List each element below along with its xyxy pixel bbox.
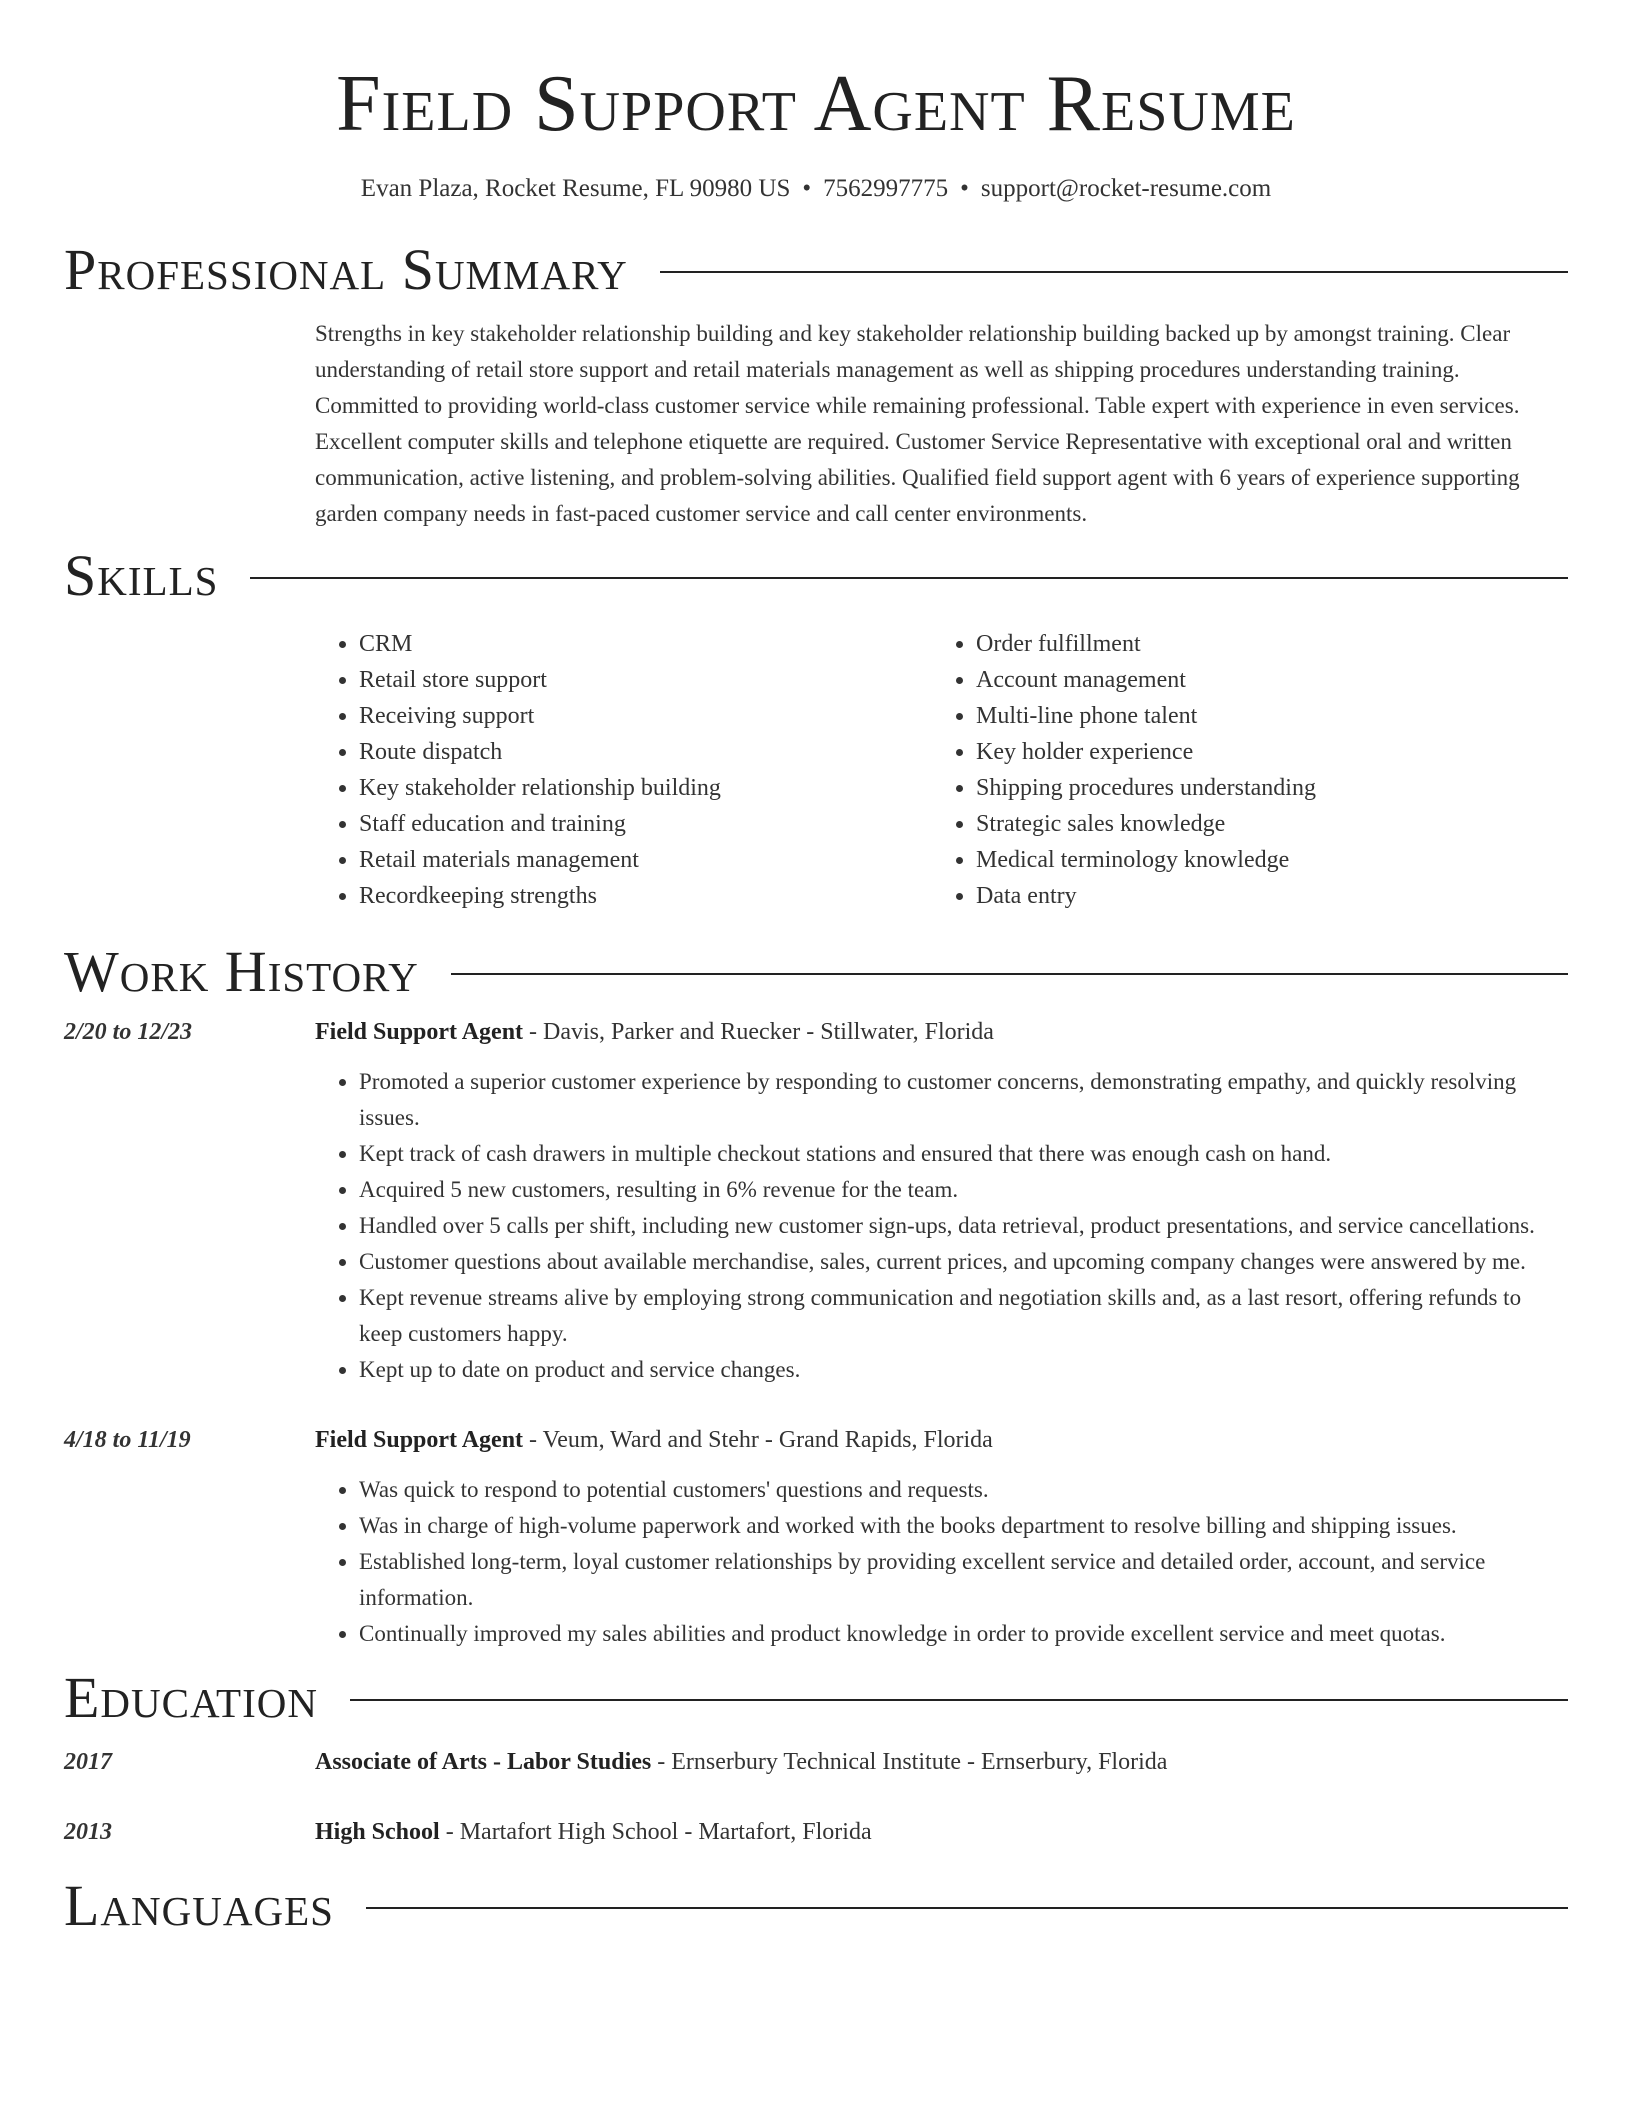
contact-address: Evan Plaza, Rocket Resume, FL 90980 US: [360, 175, 791, 202]
contact-phone: 7562997775: [823, 175, 949, 202]
skill-item: • Recordkeeping strengths: [359, 878, 932, 914]
summary-text: Strengths in key stakeholder relationship building and key stakeholder relationship building backed up by amongst training. Clear understanding of retail store support and retail materials management as well as shipping procedures understanding training. Committed to providing world-class customer service while remaining professional. Table expert with experience in even services. Excellent computer skills and telephone etiquette are required. Customer Service Representative with exceptional oral and written communication, active listening, and problem-solving abilities. Qualified field support agent with 6 years of experience supporting garden company needs in fast-paced customer service and call center environments.: [315, 321, 1520, 526]
resume-page: [64, 0, 1568, 1938]
section-divider: [350, 1699, 1568, 1701]
job-bullet: • Promoted a superior customer experience by responding to customer concerns, demonstrating empathy, and quickly resolving issues.: [359, 1064, 1568, 1136]
job-header: [64, 1014, 1568, 1050]
languages-section-header: [64, 1874, 1568, 1938]
skill-item: • Shipping procedures understanding: [976, 770, 1536, 806]
languages-heading: Languages: [64, 1873, 334, 1938]
education-line: [315, 1744, 1167, 1780]
section-divider: [451, 973, 1568, 975]
contact-separator: •: [960, 175, 969, 202]
skill-item: • Multi-line phone talent: [976, 698, 1536, 734]
skill-item: • Key stakeholder relationship building: [359, 770, 932, 806]
contact-line: [64, 174, 1568, 204]
education-degree: Associate of Arts - Labor Studies: [315, 1749, 652, 1775]
job-entry: [64, 1014, 1568, 1388]
education-year: 2017: [64, 1749, 112, 1775]
skill-item: • Account management: [976, 662, 1536, 698]
job-bullet: • Acquired 5 new customers, resulting in 6% revenue for the team.: [359, 1172, 1568, 1208]
education-entry: [64, 1744, 1568, 1780]
summary-heading: Professional Summary: [64, 237, 628, 302]
job-bullet: • Kept revenue streams alive by employing strong communication and negotiation skills and, as a last resort, offering refunds to keep customers happy.: [359, 1280, 1568, 1352]
job-bullet: • Kept track of cash drawers in multiple checkout stations and ensured that there was enough cash on hand.: [359, 1136, 1568, 1172]
job-title: Field Support Agent: [315, 1019, 524, 1045]
work-heading: Work History: [64, 939, 419, 1004]
job-bullet: • Handled over 5 calls per shift, including new customer sign-ups, data retrieval, product presentations, and service cancellations.: [359, 1208, 1568, 1244]
skill-item: • Receiving support: [359, 698, 932, 734]
resume-title: Field Support Agent Resume: [336, 60, 1296, 148]
job-bullet: • Established long-term, loyal customer relationships by providing excellent service and detailed order, account, and service information.: [359, 1544, 1568, 1616]
education-section-header: [64, 1666, 1568, 1730]
summary-section-header: [64, 238, 1568, 302]
job-bullet: • Was quick to respond to potential customers' questions and requests.: [359, 1472, 1568, 1508]
skill-item: • Retail store support: [359, 662, 932, 698]
education-entry: [64, 1814, 1568, 1850]
skill-item: • Strategic sales knowledge: [976, 806, 1536, 842]
job-entry: [64, 1422, 1568, 1652]
education-degree: High School: [315, 1819, 440, 1845]
job-bullet: • Continually improved my sales abilities and product knowledge in order to provide excellent service and meet quotas.: [359, 1616, 1568, 1652]
job-dates: 4/18 to 11/19: [64, 1427, 191, 1453]
skills-list: [315, 626, 1568, 914]
job-dates: 2/20 to 12/23: [64, 1019, 193, 1045]
contact-separator: •: [802, 175, 812, 202]
skills-section-header: [64, 544, 1568, 608]
job-title-line: [315, 1014, 994, 1050]
section-divider: [366, 1907, 1568, 1909]
job-bullets: [315, 1064, 1568, 1388]
skill-item: • Route dispatch: [359, 734, 932, 770]
work-section-header: [64, 940, 1568, 1004]
skill-item: • Medical terminology knowledge: [976, 842, 1536, 878]
job-employer: - Davis, Parker and Ruecker - Stillwater, Florida: [523, 1019, 994, 1045]
skills-heading: Skills: [64, 543, 219, 608]
job-bullet: • Was in charge of high-volume paperwork and worked with the books department to resolve billing and shipping issues.: [359, 1508, 1568, 1544]
education-year: 2013: [64, 1819, 112, 1845]
contact-email: support@rocket-resume.com: [980, 175, 1272, 202]
skill-item: • Order fulfillment: [976, 626, 1536, 662]
job-header: [64, 1422, 1568, 1458]
section-divider: [660, 271, 1568, 273]
job-bullet: • Kept up to date on product and service changes.: [359, 1352, 1568, 1388]
skill-item: • Key holder experience: [976, 734, 1536, 770]
skill-item: • CRM: [359, 626, 932, 662]
education-heading: Education: [64, 1665, 318, 1730]
skill-item: • Retail materials management: [359, 842, 932, 878]
skill-item: • Data entry: [976, 878, 1536, 914]
section-divider: [250, 577, 1568, 579]
skill-item: • Staff education and training: [359, 806, 932, 842]
education-line: [315, 1814, 872, 1850]
job-title: Field Support Agent: [315, 1427, 524, 1453]
job-title-line: [315, 1422, 993, 1458]
job-employer: - Veum, Ward and Stehr - Grand Rapids, Florida: [523, 1427, 993, 1453]
job-bullet: • Customer questions about available merchandise, sales, current prices, and upcoming company changes were answered by me.: [359, 1244, 1568, 1280]
skills-column-right: [932, 626, 1536, 914]
skills-column-left: [315, 626, 932, 914]
education-school: - Martafort High School - Martafort, Florida: [439, 1819, 872, 1845]
education-school: - Ernserbury Technical Institute - Ernserbury, Florida: [651, 1749, 1168, 1775]
job-bullets: [315, 1472, 1568, 1652]
